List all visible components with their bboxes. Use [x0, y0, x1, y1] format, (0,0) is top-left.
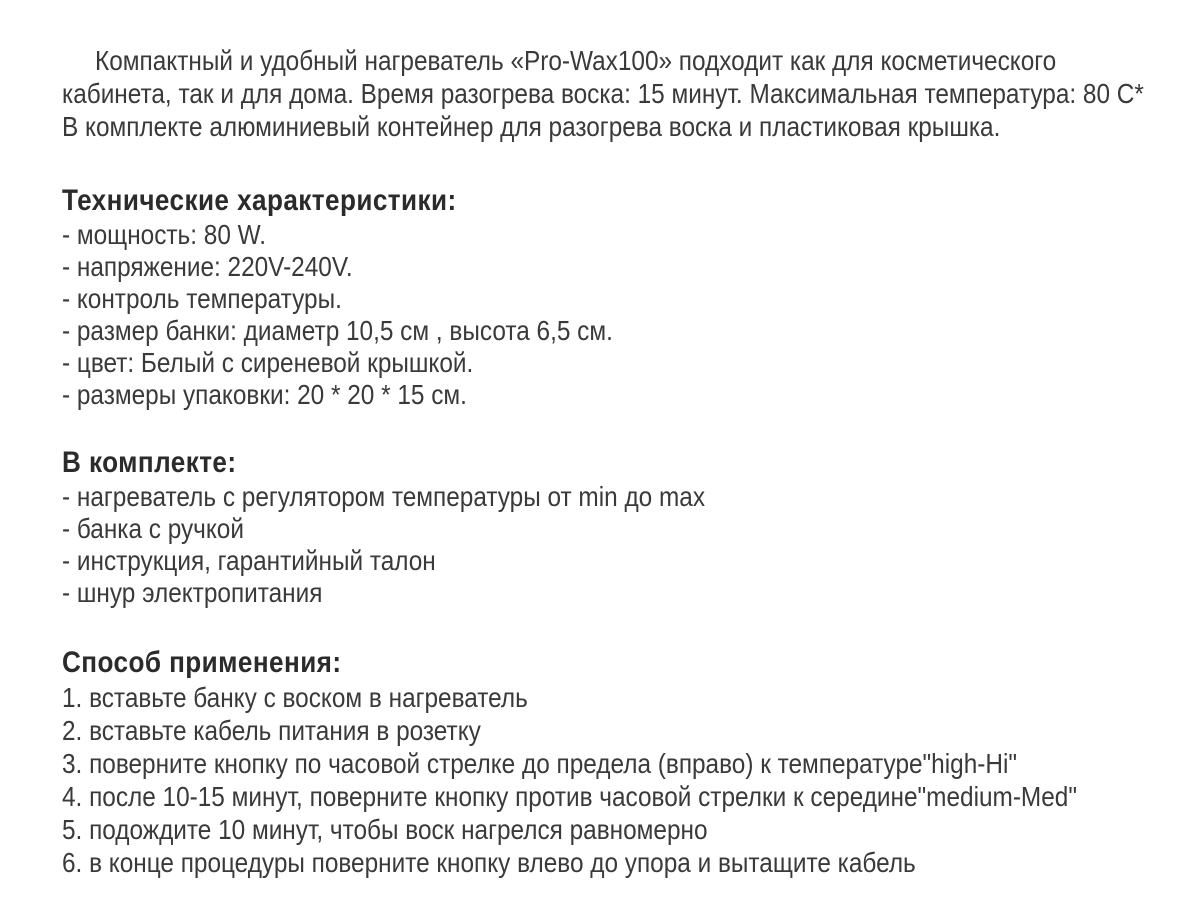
spec-item: - напряжение: 220V-240V. — [62, 251, 353, 282]
spec-item: - мощность: 80 W. — [62, 219, 267, 250]
usage-heading: Способ применения: — [62, 646, 342, 679]
usage-list — [62, 681, 1192, 879]
usage-step: 1. вставьте банку с воском в нагреватель — [62, 682, 528, 713]
usage-step: 4. после 10-15 минут, поверните кнопку против часовой стрелки к середине"medium-Med" — [62, 781, 1077, 812]
kit-list — [62, 481, 1192, 609]
usage-step: 5. подождите 10 минут, чтобы воск нагрелся равномерно — [62, 814, 708, 845]
kit-item: - банка с ручкой — [62, 513, 244, 544]
kit-heading: В комплекте: — [62, 446, 237, 479]
usage-step: 6. в конце процедуры поверните кнопку влево до упора и вытащите кабель — [62, 847, 916, 878]
kit-item: - инструкция, гарантийный талон — [62, 545, 436, 576]
intro-line: кабинета, так и для дома. Время разогрева воска: 15 минут. Максимальная температура: 80 С* — [62, 78, 1144, 109]
spec-item: - размер банки: диаметр 10,5 см , высота 6,5 см. — [62, 315, 613, 346]
spec-item: - цвет: Белый с сиреневой крышкой. — [62, 347, 474, 378]
intro-line: Компактный и удобный нагреватель «Pro-Wax100» подходит как для косметического — [95, 45, 1057, 76]
usage-step: 2. вставьте кабель питания в розетку — [62, 715, 481, 746]
specs-section — [62, 183, 1192, 411]
specs-list — [62, 219, 1192, 411]
intro-line: В комплекте алюминиевый контейнер для разогрева воска и пластиковая крышка. — [62, 111, 1001, 142]
kit-section — [62, 445, 1192, 609]
spec-item: - контроль температуры. — [62, 283, 342, 314]
kit-item: - нагреватель с регулятором температуры от min до max — [62, 481, 706, 512]
usage-step: 3. поверните кнопку по часовой стрелке до предела (вправо) к температуре"high-Hi" — [62, 748, 1018, 779]
spec-item: - размеры упаковки: 20 * 20 * 15 см. — [62, 379, 467, 410]
usage-section — [62, 645, 1192, 879]
kit-item: - шнур электропитания — [62, 577, 323, 608]
specs-heading: Технические характеристики: — [62, 184, 457, 217]
intro-paragraph — [62, 44, 1192, 143]
